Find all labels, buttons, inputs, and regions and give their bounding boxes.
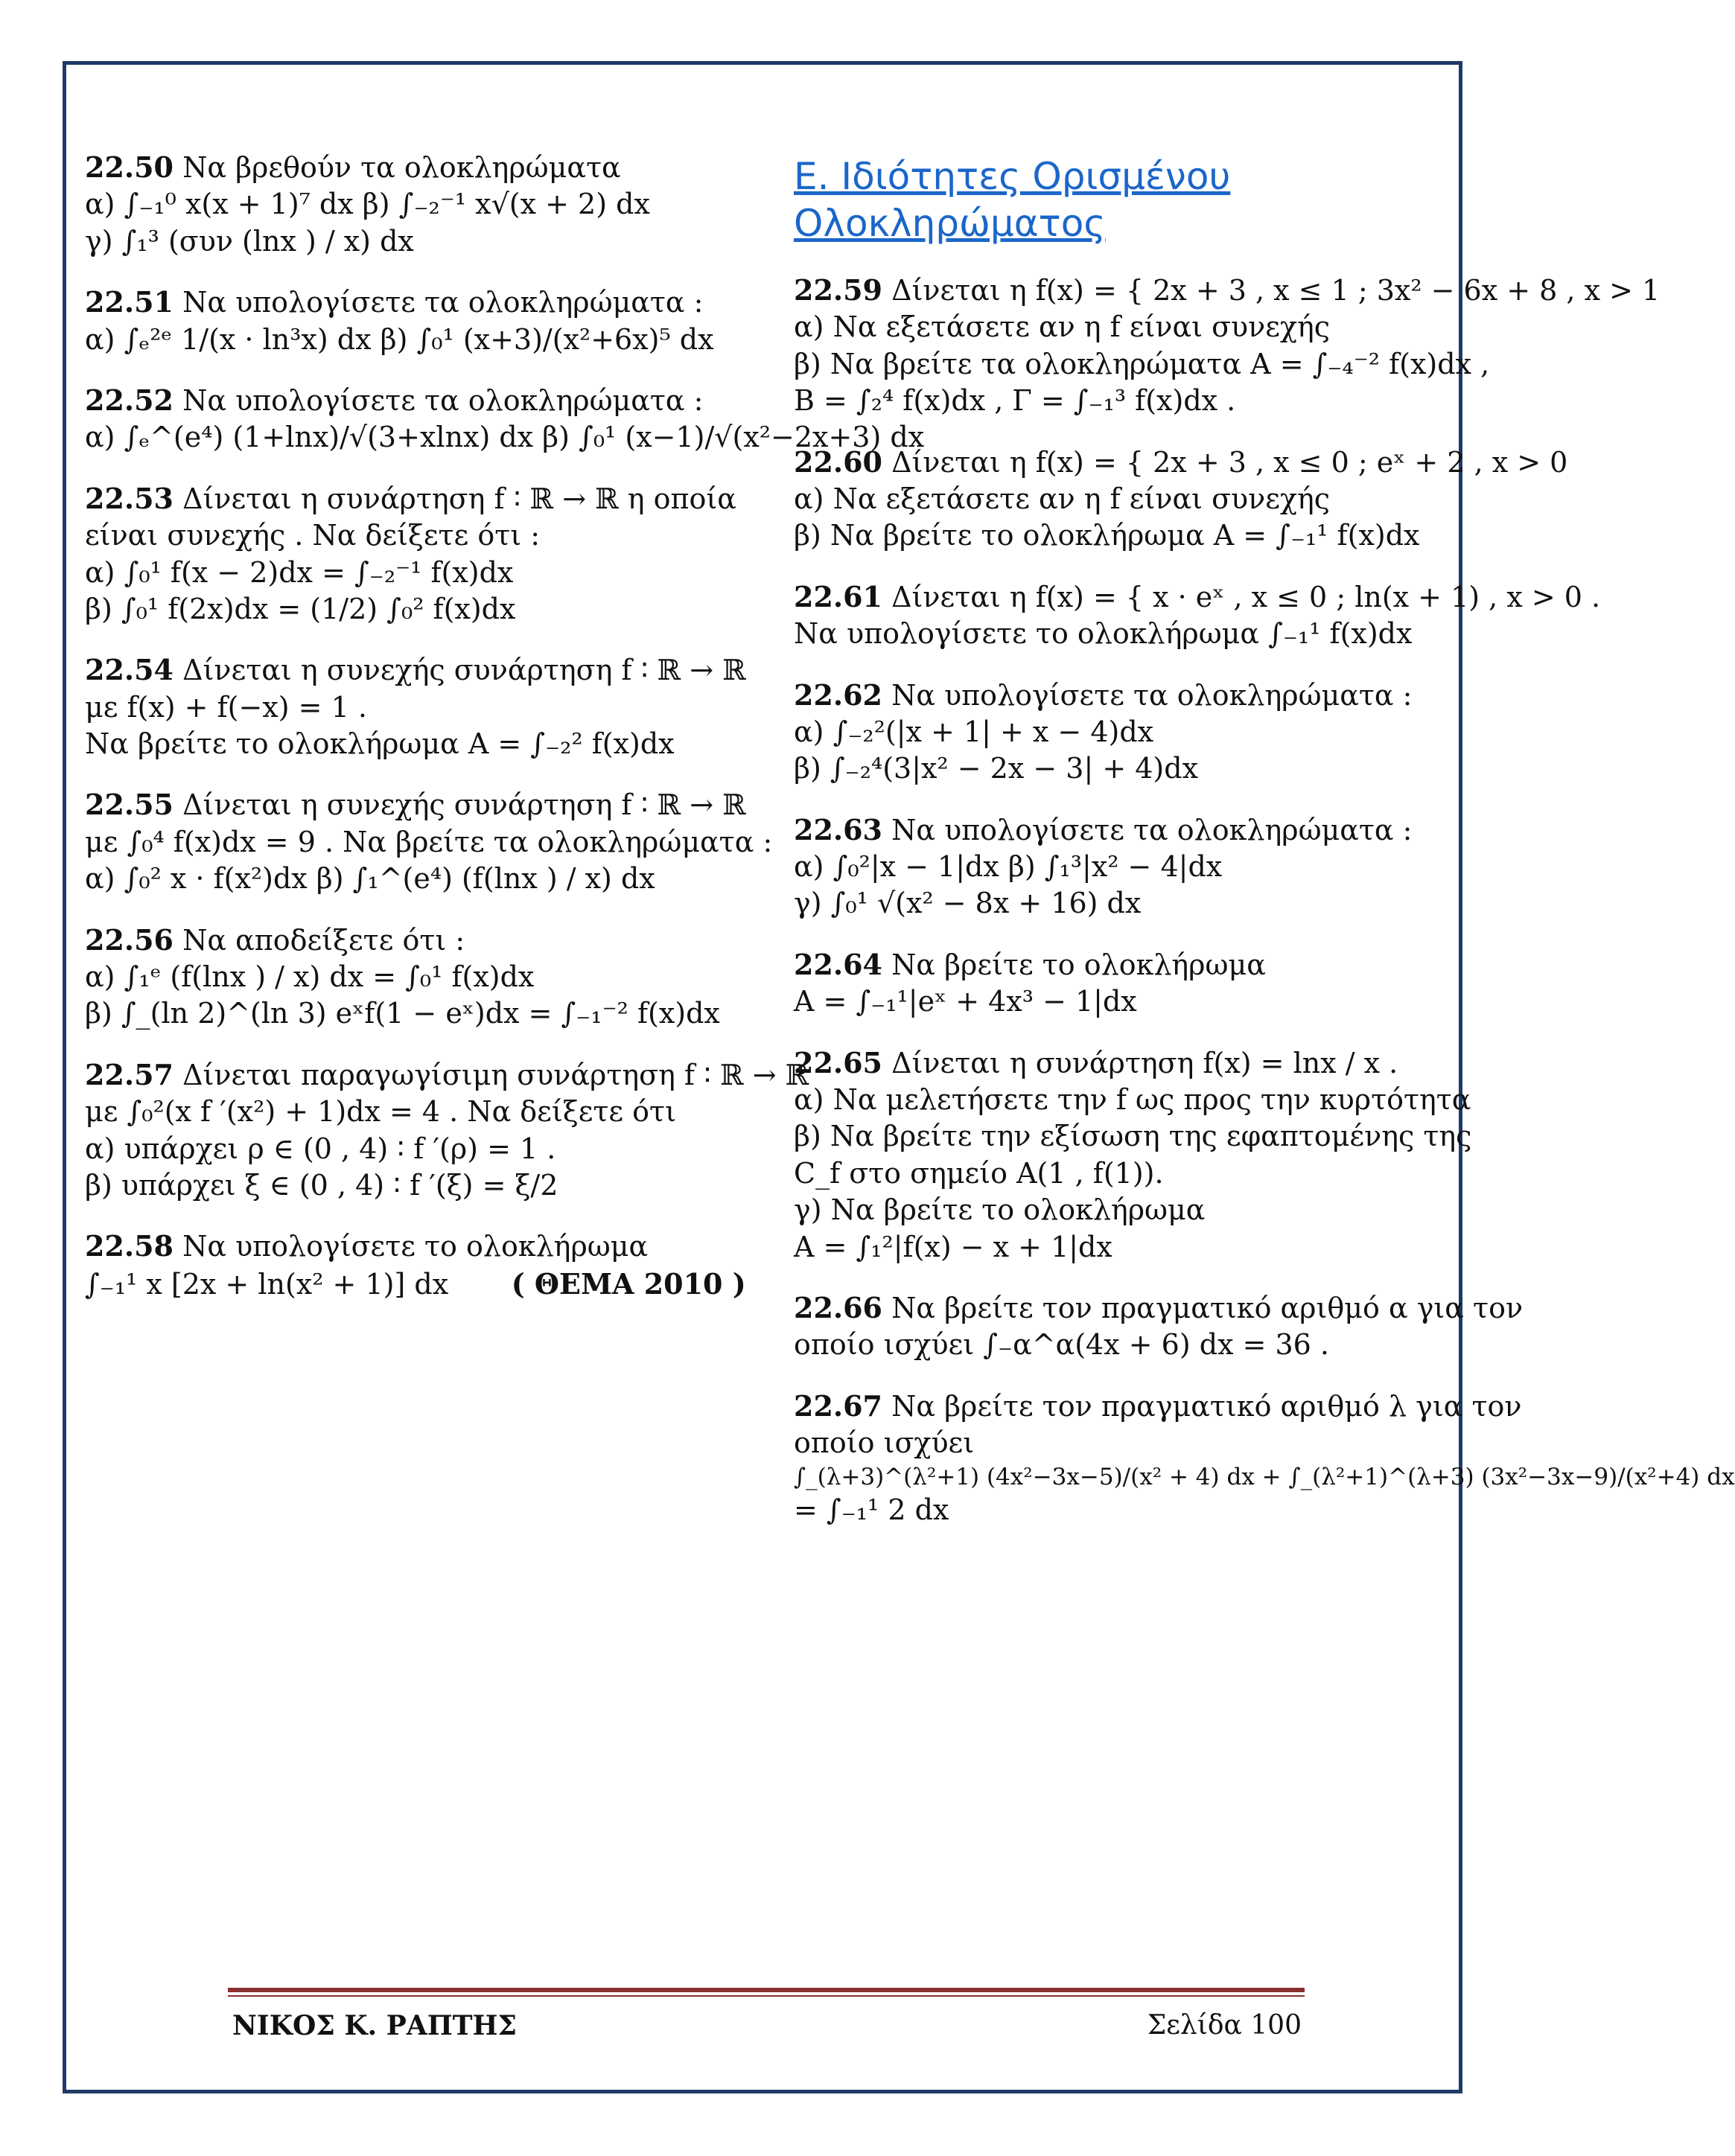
problem-line: β) υπάρχει ξ ∈ (0 , 4) ∶ f ′(ξ) = ξ/2 — [85, 1168, 558, 1202]
problem-22-58 — [85, 1228, 748, 1303]
problem-line: A = ∫₁²|f(x) − x + 1|dx — [794, 1230, 1112, 1263]
problem-line: οποίο ισχύει ∫₋α^α(4x + 6) dx = 36 . — [794, 1328, 1330, 1362]
section-title — [794, 153, 1464, 246]
problem-line: α) ∫₀²|x − 1|dx β) ∫₁³|x² − 4|dx — [794, 850, 1223, 884]
problem-22-63 — [794, 811, 1464, 922]
problem-line: Να βρείτε το ολοκλήρωμα A = ∫₋₂² f(x)dx — [85, 727, 675, 761]
problem-line: β) Να βρείτε τα ολοκληρώματα A = ∫₋₄⁻² f(x)dx , — [794, 347, 1490, 380]
footer-rule-thin — [228, 1995, 1305, 1997]
problem-line: με ∫₀²(x f ′(x²) + 1)dx = 4 . Να δείξετε ότι — [85, 1095, 676, 1129]
problem-number: 22.56 — [85, 922, 174, 957]
problem-text: Να βρείτε το ολοκλήρωμα — [891, 948, 1266, 981]
problem-line: A = ∫₋₁¹|eˣ + 4x³ − 1|dx — [794, 985, 1137, 1018]
problem-22-62 — [794, 677, 1464, 788]
problem-line: C_f στο σημείο A(1 , f(1)). — [794, 1156, 1164, 1190]
problem-22-66 — [794, 1289, 1524, 1364]
problem-text: Να βρεθούν τα ολοκληρώματα — [182, 151, 621, 184]
problem-text: Να υπολογίσετε τα ολοκληρώματα : — [891, 678, 1413, 712]
problem-line: γ) ∫₁³ (συν (lnx ) / x) dx — [85, 224, 414, 258]
problem-number: 22.58 — [85, 1229, 174, 1263]
problem-text: Δίνεται η συνεχής συνάρτηση f ∶ ℝ → ℝ — [182, 788, 746, 822]
problem-line: = ∫₋₁¹ 2 dx — [794, 1493, 949, 1526]
problem-text: Δίνεται η f(x) = { 2x + 3 , x ≤ 1 ; 3x² − 6x + 8 , x > 1 — [891, 274, 1661, 307]
problem-number: 22.54 — [85, 653, 174, 687]
problem-22-64 — [794, 946, 1464, 1021]
problem-line: α) Να εξετάσετε αν η f είναι συνεχής — [794, 482, 1331, 515]
problem-number: 22.50 — [85, 150, 174, 184]
problem-line: α) ∫₁ᵉ (f(lnx ) / x) dx = ∫₀¹ f(x)dx — [85, 960, 535, 994]
problem-22-54 — [85, 651, 748, 762]
problem-22-56 — [85, 922, 748, 1033]
problem-text: Να αποδείξετε ότι : — [182, 923, 465, 957]
problem-line: ∫_(λ+3)^(λ²+1) (4x²−3x−5)/(x² + 4) dx + ∫_(λ²+1)^(λ+3) (3x²−3x−9)/(x²+4) dx — [794, 1463, 1735, 1490]
problem-number: 22.57 — [85, 1057, 174, 1091]
problem-line: ∫₋₁¹ x [2x + ln(x² + 1)] dx — [85, 1267, 449, 1301]
problem-number: 22.63 — [794, 812, 882, 846]
exam-note: ( ΘΕΜΑ 2010 ) — [511, 1266, 746, 1301]
problem-22-53 — [85, 480, 748, 628]
problem-line: α) ∫ₑ²ᵉ 1/(x · ln³x) dx β) ∫₀¹ (x+3)/(x²+6x)⁵ dx — [85, 322, 714, 356]
problem-number: 22.65 — [794, 1045, 882, 1079]
problem-line: β) Να βρείτε το ολοκλήρωμα A = ∫₋₁¹ f(x)dx — [794, 519, 1420, 552]
problem-text: Να υπολογίσετε τα ολοκληρώματα : — [891, 813, 1413, 846]
section-title-line: Ολοκληρώματος — [794, 201, 1106, 245]
footer-page-number: Σελίδα 100 — [1147, 2010, 1302, 2041]
problem-number: 22.53 — [85, 481, 174, 515]
problem-number: 22.52 — [85, 383, 174, 417]
problem-22-51 — [85, 284, 748, 358]
problem-text: Να βρείτε τον πραγματικό αριθμό α για τον — [891, 1291, 1524, 1324]
problem-line: α) ∫₀¹ f(x − 2)dx = ∫₋₂⁻¹ f(x)dx — [85, 555, 514, 589]
problem-text: Δίνεται η συνάρτηση f(x) = lnx / x . — [891, 1046, 1398, 1079]
footer-author: ΝΙΚΟΣ Κ. ΡΑΠΤΗΣ — [232, 2010, 517, 2041]
footer-rule — [228, 1988, 1305, 1992]
problem-line: με ∫₀⁴ f(x)dx = 9 . Να βρείτε τα ολοκληρώματα : — [85, 825, 773, 858]
problem-22-67 — [794, 1388, 1735, 1528]
problem-number: 22.67 — [794, 1388, 882, 1423]
problem-line: B = ∫₂⁴ f(x)dx , Γ = ∫₋₁³ f(x)dx . — [794, 384, 1236, 418]
problem-22-60 — [794, 444, 1568, 555]
problem-number: 22.51 — [85, 285, 174, 319]
problem-line: α) Να μελετήσετε την f ως προς την κυρτότητα — [794, 1083, 1471, 1117]
problem-text: Να βρείτε τον πραγματικό αριθμό λ για τον — [891, 1389, 1522, 1423]
problem-line: με f(x) + f(−x) = 1 . — [85, 690, 367, 724]
problem-text: Δίνεται η f(x) = { x · eˣ , x ≤ 0 ; ln(x + 1) , x > 0 . — [891, 580, 1601, 613]
problem-number: 22.62 — [794, 677, 882, 712]
problem-line: α) ∫ₑ^(e⁴) (1+lnx)/√(3+xlnx) dx β) ∫₀¹ (x−1)/√(x²−2x+3) dx — [85, 421, 925, 454]
problem-line: Να υπολογίσετε το ολοκλήρωμα ∫₋₁¹ f(x)dx — [794, 617, 1413, 651]
problem-line: α) Να εξετάσετε αν η f είναι συνεχής — [794, 310, 1331, 344]
problem-number: 22.61 — [794, 579, 882, 613]
problem-line: β) ∫₋₂⁴(3|x² − 2x − 3| + 4)dx — [794, 752, 1199, 785]
problem-text: Να υπολογίσετε τα ολοκληρώματα : — [182, 383, 704, 417]
problem-line: β) ∫_(ln 2)^(ln 3) eˣf(1 − eˣ)dx = ∫₋₁⁻² f(x)dx — [85, 997, 720, 1030]
problem-text: Να υπολογίσετε τα ολοκληρώματα : — [182, 286, 704, 319]
problem-line: α) ∫₋₁⁰ x(x + 1)⁷ dx β) ∫₋₂⁻¹ x√(x + 2) dx — [85, 188, 650, 221]
right-column — [794, 149, 1735, 1552]
problem-22-50 — [85, 149, 748, 260]
problem-text: Δίνεται η συνεχής συνάρτηση f ∶ ℝ → ℝ — [182, 654, 746, 687]
problem-line: α) ∫₋₂²(|x + 1| + x − 4)dx — [794, 715, 1154, 748]
problem-text: Δίνεται η f(x) = { 2x + 3 , x ≤ 0 ; eˣ + 2 , x > 0 — [891, 445, 1568, 479]
problem-22-57 — [85, 1056, 809, 1205]
problem-text: Να υπολογίσετε το ολοκλήρωμα — [182, 1230, 649, 1263]
problem-22-55 — [85, 786, 773, 897]
problem-22-52 — [85, 382, 925, 456]
problem-line: α) υπάρχει ρ ∈ (0 , 4) ∶ f ′(ρ) = 1 . — [85, 1132, 556, 1165]
problem-text: Δίνεται η συνάρτηση f ∶ ℝ → ℝ η οποία — [182, 482, 736, 515]
problem-number: 22.59 — [794, 273, 882, 307]
section-title-line: Ε. Ιδιότητες Ορισμένου — [794, 155, 1231, 198]
problem-number: 22.55 — [85, 788, 174, 822]
problem-line: είναι συνεχής . Να δείξετε ότι : — [85, 519, 541, 552]
problem-line: α) ∫₀² x · f(x²)dx β) ∫₁^(e⁴) (f(lnx ) / x) dx — [85, 862, 655, 896]
problem-line: β) Να βρείτε την εξίσωση της εφαπτομένης της — [794, 1120, 1472, 1153]
problem-line: οποίο ισχύει — [794, 1426, 975, 1460]
problem-number: 22.60 — [794, 444, 882, 479]
problem-22-59 — [794, 272, 1661, 420]
problem-line: γ) Να βρείτε το ολοκλήρωμα — [794, 1193, 1206, 1227]
problem-number: 22.64 — [794, 947, 882, 981]
problem-line: β) ∫₀¹ f(2x)dx = (1/2) ∫₀² f(x)dx — [85, 592, 516, 625]
problem-text: Δίνεται παραγωγίσιμη συνάρτηση f ∶ ℝ → ℝ — [182, 1058, 809, 1091]
problem-22-61 — [794, 578, 1601, 653]
problem-22-65 — [794, 1044, 1472, 1266]
problem-number: 22.66 — [794, 1290, 882, 1324]
problem-line: γ) ∫₀¹ √(x² − 8x + 16) dx — [794, 887, 1142, 920]
